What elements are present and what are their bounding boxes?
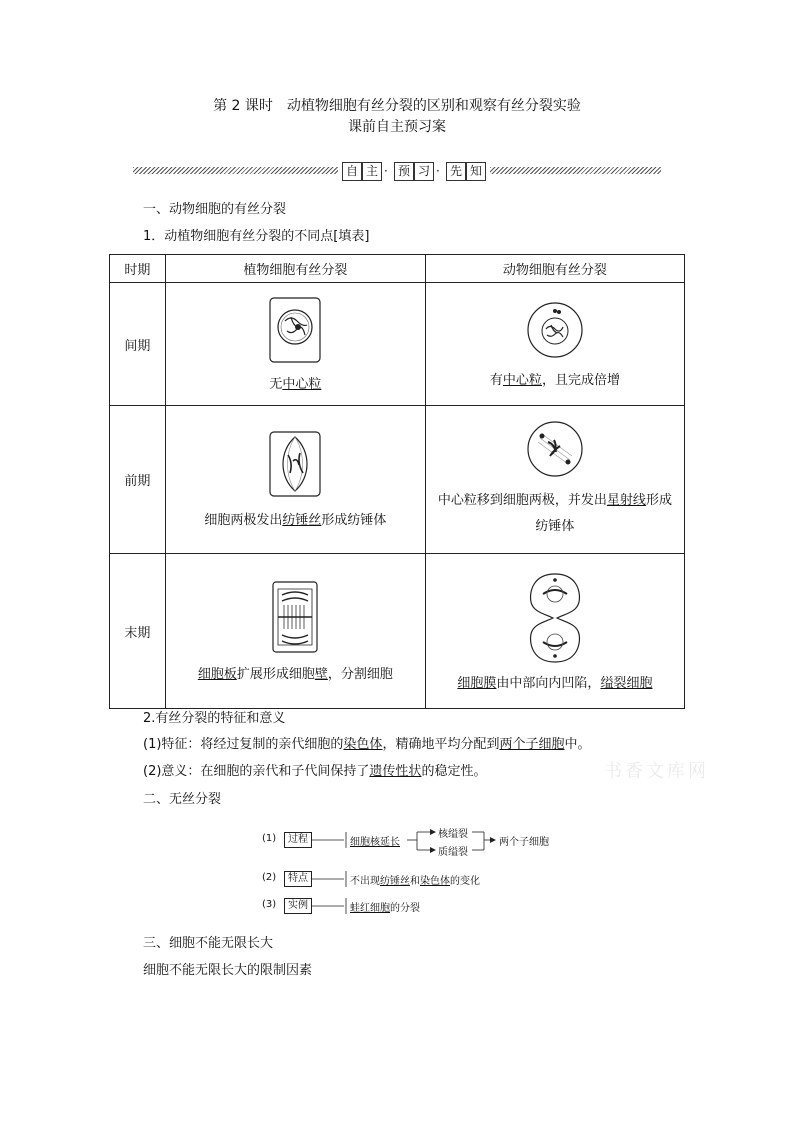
table-header: 时期 [110, 255, 166, 283]
flow-label-feature: 特点 [284, 871, 312, 887]
period-cell: 前期 [110, 406, 166, 554]
flow-branch-bottom: 质缢裂 [438, 847, 468, 858]
banner-dot: · [384, 164, 388, 178]
table-header: 植物细胞有丝分裂 [165, 255, 425, 283]
animal-prophase-figure [526, 420, 584, 478]
flow-label-example: 实例 [284, 898, 312, 914]
banner-hatch-left [133, 167, 338, 174]
table-row [110, 554, 685, 709]
flow-content: 不出现纺锤丝和染色体的变化 [350, 876, 480, 887]
animal-caption: 细胞膜由中部向内凹陷，缢裂细胞 [457, 675, 653, 691]
flow-number: (1) [262, 833, 277, 844]
plant-caption: 细胞两极发出纺锤丝形成纺锤体 [204, 513, 387, 528]
item-heading: 2.有丝分裂的特征和意义 [143, 711, 286, 726]
animal-telophase-figure [527, 572, 583, 664]
amitosis-flow-diagram [262, 818, 562, 918]
comparison-table [109, 254, 685, 709]
page-title: 第 2 课时 动植物细胞有丝分裂的区别和观察有丝分裂实验 [213, 98, 581, 114]
section-heading: 三、细胞不能无限长大 [143, 936, 274, 951]
watermark: 书香文库网 [604, 761, 709, 782]
animal-cell [425, 406, 684, 554]
flow-content: 蛙红细胞的分裂 [350, 903, 420, 914]
flow-label-process: 过程 [284, 832, 312, 848]
table-row [110, 283, 685, 406]
animal-cell [425, 283, 684, 406]
animal-interphase-figure [526, 301, 584, 359]
banner-char: 先 [446, 162, 466, 181]
flow-branch-top: 核缢裂 [438, 829, 468, 840]
banner-char: 习 [414, 162, 434, 181]
flow-result: 两个子细胞 [499, 837, 549, 848]
banner-dot: · [436, 164, 440, 178]
animal-cell [425, 554, 684, 709]
page-subtitle: 课前自主预习案 [348, 119, 446, 135]
plant-interphase-figure [269, 297, 321, 363]
section-heading: 二、无丝分裂 [143, 792, 222, 807]
period-cell: 末期 [110, 554, 166, 709]
plant-caption: 细胞板扩展形成细胞壁，分割细胞 [197, 666, 393, 682]
plant-prophase-figure [269, 431, 321, 497]
plant-telophase-figure [272, 581, 318, 653]
flow-number: (3) [262, 899, 277, 910]
section-banner [133, 160, 661, 182]
feature-line: (1)特征：将经过复制的亲代细胞的染色体，精确地平均分配到两个子细胞中。 [143, 737, 591, 752]
banner-char: 预 [394, 162, 414, 181]
item-heading: 1．动植物细胞有丝分裂的不同点[填表] [143, 229, 370, 244]
table-header: 动物细胞有丝分裂 [425, 255, 684, 283]
animal-caption: 有中心粒，且完成倍增 [489, 372, 620, 388]
flow-number: (2) [262, 872, 277, 883]
period-cell: 间期 [110, 283, 166, 406]
plant-cell [165, 283, 425, 406]
banner-char: 主 [362, 162, 382, 181]
banner-char: 知 [466, 162, 486, 181]
table-header-row [110, 255, 685, 283]
banner-char: 自 [342, 162, 362, 181]
table-row [110, 406, 685, 554]
animal-caption: 中心粒移到细胞两极，并发出星射线形成 纺锤体 [437, 492, 672, 534]
meaning-line: (2)意义：在细胞的亲代和子代间保持了遗传性状的稳定性。 [143, 764, 487, 779]
plant-cell [165, 406, 425, 554]
plant-cell [165, 554, 425, 709]
flow-content: 细胞核延长 [350, 837, 400, 848]
banner-hatch-right [490, 167, 661, 174]
plant-caption: 无中心粒 [269, 376, 322, 392]
body-line: 细胞不能无限长大的限制因素 [143, 963, 313, 978]
section-heading: 一、动物细胞的有丝分裂 [143, 202, 287, 217]
